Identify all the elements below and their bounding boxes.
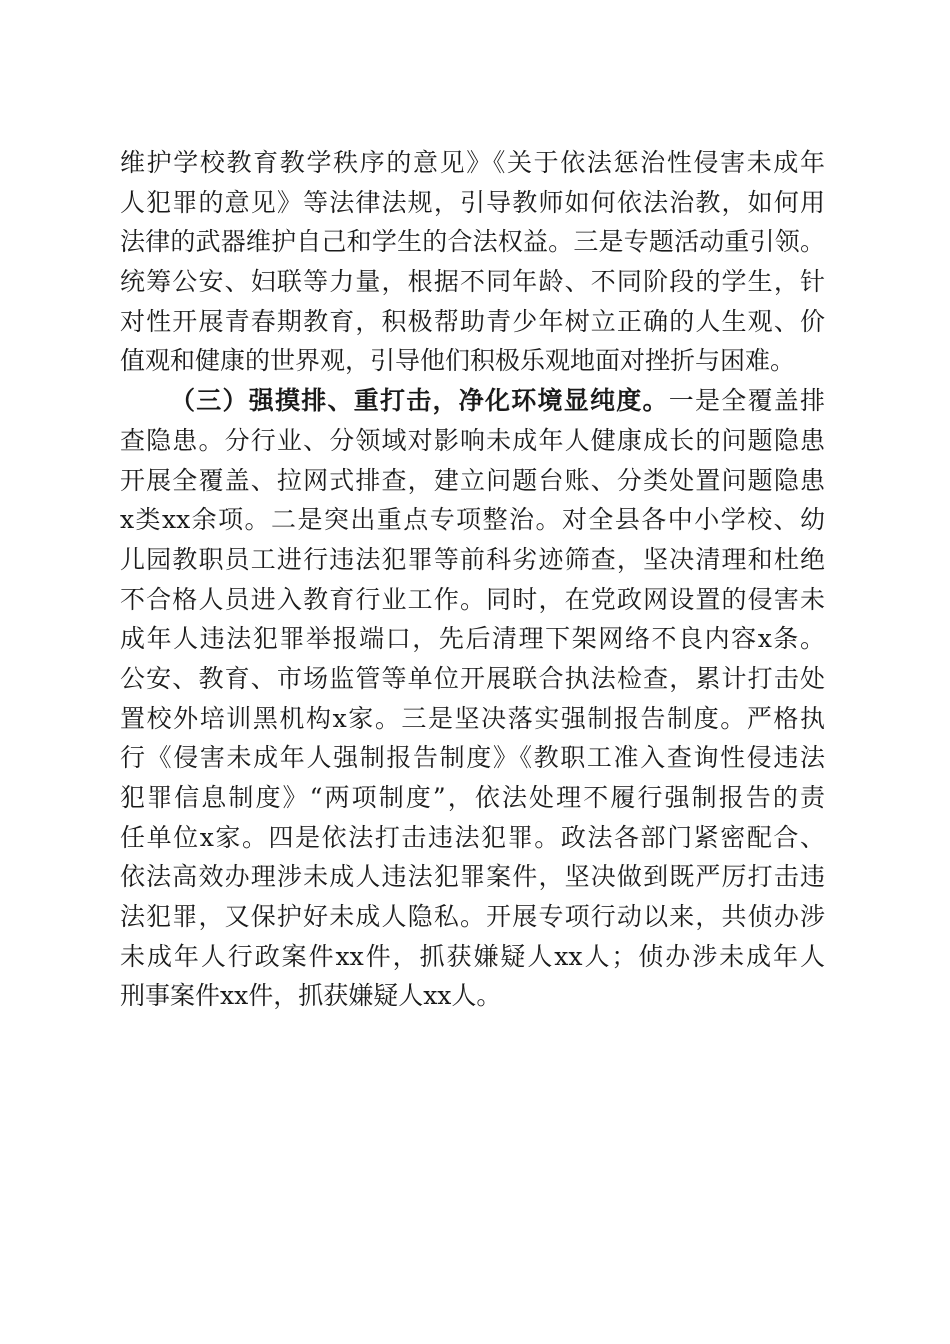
- text-line: 置校外培训黑机构x家。三是坚决落实强制报告制度。严格执: [120, 703, 825, 733]
- text-line: 任单位x家。四是依法打击违法犯罪。政法各部门紧密配合、: [120, 822, 825, 852]
- text-line: x类xx余项。二是突出重点专项整治。对全县各中小学校、幼: [120, 505, 825, 535]
- text-line: 刑事案件xx件，抓获嫌疑人xx人。: [120, 981, 502, 1011]
- text-line: 依法高效办理涉未成人违法犯罪案件，坚决做到既严厉打击违: [120, 862, 825, 892]
- section-heading: （三）强摸排、重打击，净化环境显纯度。: [170, 386, 669, 416]
- text-line: 开展全覆盖、拉网式排查，建立问题台账、分类处置问题隐患: [120, 465, 825, 495]
- text-line: 统筹公安、妇联等力量，根据不同年龄、不同阶段的学生，针: [120, 267, 825, 297]
- text-line: 不合格人员进入教育行业工作。同时，在党政网设置的侵害未: [120, 584, 825, 614]
- text-line: 成年人违法犯罪举报端口，先后清理下架网络不良内容x条。: [120, 624, 825, 654]
- text-line: 儿园教职员工进行违法犯罪等前科劣迹筛查，坚决清理和杜绝: [120, 544, 825, 574]
- text-line: 查隐患。分行业、分领域对影响未成年人健康成长的问题隐患: [120, 425, 825, 455]
- text-line: 犯罪信息制度》“两项制度”，依法处理不履行强制报告的责: [120, 783, 825, 812]
- text-line: 对性开展青春期教育，积极帮助青少年树立正确的人生观、价: [120, 306, 825, 336]
- text-line: 未成年人行政案件xx件，抓获嫌疑人xx人；侦办涉未成年人: [120, 941, 825, 971]
- text-line: 法犯罪，又保护好未成人隐私。开展专项行动以来，共侦办涉: [120, 902, 825, 932]
- text-line: 法律的武器维护自己和学生的合法权益。三是专题活动重引领。: [120, 227, 825, 257]
- section-heading-line: [120, 381, 825, 421]
- paragraph-1: [120, 143, 840, 381]
- text-line: 公安、教育、市场监管等单位开展联合执法检查，累计打击处: [120, 663, 825, 693]
- text-line: 值观和健康的世界观，引导他们积极乐观地面对挫折与困难。: [120, 346, 796, 376]
- paragraph-2: [120, 381, 840, 1016]
- body-text: [120, 143, 840, 1016]
- text-run: 一是全覆盖排: [668, 386, 825, 416]
- text-line: 人犯罪的意见》等法律法规，引导教师如何依法治教，如何用: [120, 187, 825, 217]
- text-line: 行《侵害未成年人强制报告制度》《教职工准入查询性侵违法: [120, 743, 825, 773]
- text-line: 维护学校教育教学秩序的意见》《关于依法惩治性侵害未成年: [120, 148, 825, 177]
